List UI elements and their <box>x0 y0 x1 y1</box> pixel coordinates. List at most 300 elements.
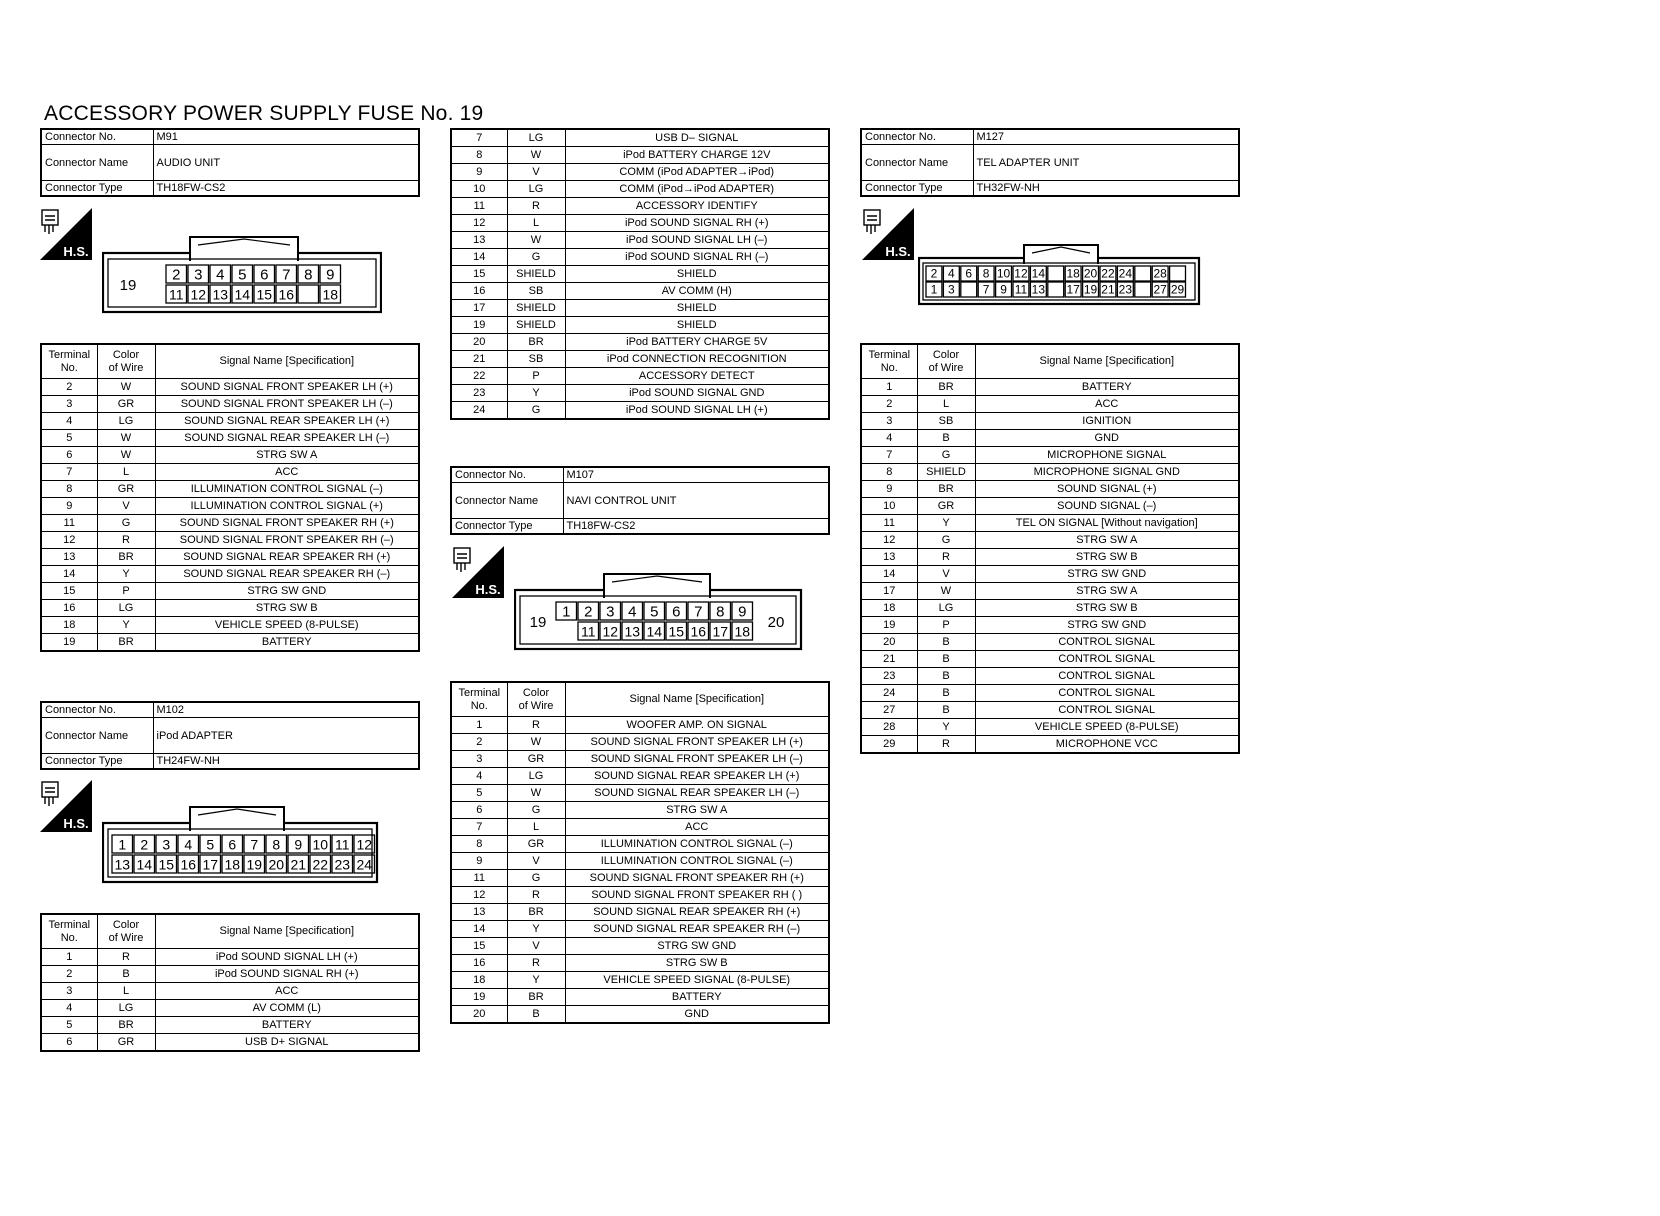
terminal-number: 14 <box>1031 266 1046 281</box>
terminal-number: 3 <box>162 836 171 853</box>
table-row <box>41 634 419 652</box>
table-row <box>861 396 1239 413</box>
wire-color-cell: G <box>917 532 975 549</box>
terminal-number: 3 <box>606 603 615 621</box>
table-row <box>451 955 829 972</box>
table-row <box>451 836 829 853</box>
signal-name-cell: ACCESSORY IDENTIFY <box>565 198 829 215</box>
signal-name-cell: MICROPHONE SIGNAL GND <box>975 464 1239 481</box>
wire-color-cell: G <box>97 515 155 532</box>
wire-color-cell: R <box>507 198 565 215</box>
terminal-no-cell: 2 <box>41 379 97 396</box>
wire-color-cell: LG <box>917 600 975 617</box>
wire-color-cell: W <box>917 583 975 600</box>
signal-name-cell: SOUND SIGNAL (–) <box>975 498 1239 515</box>
wire-color-cell: B <box>917 685 975 702</box>
signal-name-cell: SOUND SIGNAL FRONT SPEAKER RH (+) <box>565 870 829 887</box>
terminal-no-cell: 17 <box>861 583 917 600</box>
terminal-number: 18 <box>322 286 339 303</box>
signal-name-cell: SOUND SIGNAL REAR SPEAKER RH (+) <box>155 549 419 566</box>
terminal-no-cell: 19 <box>451 317 507 334</box>
table-row <box>451 215 829 232</box>
terminal-number: 6 <box>228 836 237 853</box>
terminal-number: 19 <box>529 614 547 631</box>
terminal-no-cell: 13 <box>861 549 917 566</box>
terminal-no-cell: 14 <box>451 921 507 938</box>
terminal-no-cell: 3 <box>451 751 507 768</box>
connector-name-label: Connector Name <box>41 718 153 754</box>
signal-name-cell: STRG SW GND <box>975 566 1239 583</box>
terminal-number: 11 <box>1014 282 1028 297</box>
wire-color-cell: Y <box>97 617 155 634</box>
signal-name-cell: iPod SOUND SIGNAL LH (+) <box>565 402 829 420</box>
wire-color-cell: V <box>507 938 565 955</box>
table-row <box>451 181 829 198</box>
terminal-number: 2 <box>172 266 181 284</box>
wire-color-cell: G <box>507 402 565 420</box>
terminal-number: 16 <box>690 623 707 640</box>
signal-name-cell: IGNITION <box>975 413 1239 430</box>
wire-color-cell: BR <box>97 1017 155 1034</box>
signal-name-cell: SOUND SIGNAL REAR SPEAKER RH (–) <box>565 921 829 938</box>
terminal-no-cell: 3 <box>41 983 97 1000</box>
terminal-number: 6 <box>965 266 973 281</box>
terminal-no-cell: 28 <box>861 719 917 736</box>
signal-name-cell: SOUND SIGNAL FRONT SPEAKER RH (+) <box>155 515 419 532</box>
table-row <box>41 447 419 464</box>
wire-color-cell: SB <box>917 413 975 430</box>
terminal-number: 1 <box>562 603 571 621</box>
terminal-number: 10 <box>312 836 329 853</box>
terminal-no-cell: 6 <box>41 447 97 464</box>
signal-name-cell: STRG SW GND <box>565 938 829 955</box>
signal-name-cell: STRG SW GND <box>975 617 1239 634</box>
signal-table-m91 <box>40 343 420 652</box>
terminal-number: 9 <box>326 266 335 284</box>
wire-color-cell: Y <box>917 719 975 736</box>
terminal-number: 19 <box>246 856 263 873</box>
terminal-no-cell: 11 <box>451 198 507 215</box>
table-row <box>451 249 829 266</box>
terminal-number: 15 <box>668 623 685 640</box>
wire-color-cell: R <box>97 532 155 549</box>
signal-name-cell: ACCESSORY DETECT <box>565 368 829 385</box>
terminal-number: 3 <box>948 282 955 297</box>
wire-color-cell: BR <box>507 989 565 1006</box>
terminal-number: 21 <box>1101 282 1115 297</box>
signal-name-header: Signal Name [Specification] <box>565 682 829 717</box>
table-row <box>41 1000 419 1017</box>
connector-no-value: M91 <box>153 129 419 145</box>
wire-color-cell: W <box>507 785 565 802</box>
connector-face-m91 <box>102 235 382 320</box>
wire-color-cell: BR <box>97 549 155 566</box>
wire-color-cell: R <box>917 549 975 566</box>
table-row <box>861 668 1239 685</box>
terminal-no-cell: 11 <box>451 870 507 887</box>
terminal-number: 8 <box>304 266 313 284</box>
terminal-no-cell: 7 <box>41 464 97 481</box>
table-row <box>861 498 1239 515</box>
table-row <box>451 853 829 870</box>
connector-name-value: AUDIO UNIT <box>153 145 419 181</box>
table-row <box>451 785 829 802</box>
terminal-no-cell: 6 <box>41 1034 97 1052</box>
connector-type-label: Connector Type <box>41 754 153 770</box>
connector-latch <box>190 237 298 261</box>
connector-no-value: M102 <box>153 702 419 718</box>
terminal-number: 14 <box>136 856 153 873</box>
wire-color-cell: Y <box>507 972 565 989</box>
terminal-no-cell: 7 <box>451 819 507 836</box>
table-row <box>861 413 1239 430</box>
terminal-no-cell: 29 <box>861 736 917 754</box>
signal-name-cell: BATTERY <box>155 1017 419 1034</box>
terminal-number: 14 <box>234 286 251 303</box>
signal-name-cell: SOUND SIGNAL FRONT SPEAKER LH (+) <box>155 379 419 396</box>
terminal-no-cell: 1 <box>41 949 97 966</box>
wire-color-cell: R <box>917 736 975 754</box>
wire-color-cell: B <box>917 668 975 685</box>
hs-harness-side-icon <box>452 546 504 598</box>
terminal-number: 2 <box>930 266 938 281</box>
signal-name-cell: STRG SW B <box>565 955 829 972</box>
signal-name-cell: iPod SOUND SIGNAL RH (–) <box>565 249 829 266</box>
terminal-number: 4 <box>948 266 955 281</box>
terminal-no-cell: 4 <box>41 413 97 430</box>
terminal-number: 29 <box>1170 282 1185 297</box>
wire-color-cell: R <box>507 955 565 972</box>
terminal-number: 7 <box>694 603 703 621</box>
table-row <box>861 532 1239 549</box>
terminal-number: 12 <box>1014 266 1028 281</box>
terminal-no-cell: 21 <box>451 351 507 368</box>
signal-name-cell: COMM (iPod ADAPTER→iPod) <box>565 164 829 181</box>
table-row <box>41 481 419 498</box>
table-row <box>451 734 829 751</box>
wire-color-cell: SHIELD <box>917 464 975 481</box>
signal-name-cell: SOUND SIGNAL REAR SPEAKER RH (–) <box>155 566 419 583</box>
signal-name-cell: USB D– SIGNAL <box>565 129 829 147</box>
terminal-no-cell: 5 <box>41 1017 97 1034</box>
wire-color-cell: Y <box>97 566 155 583</box>
signal-name-cell: CONTROL SIGNAL <box>975 702 1239 719</box>
wire-color-cell: Y <box>917 515 975 532</box>
wire-color-cell: LG <box>97 600 155 617</box>
wire-color-cell: B <box>917 651 975 668</box>
signal-name-cell: CONTROL SIGNAL <box>975 651 1239 668</box>
wire-color-cell: B <box>917 634 975 651</box>
terminal-no-cell: 17 <box>451 300 507 317</box>
terminal-number: 9 <box>1000 282 1007 297</box>
table-row <box>451 266 829 283</box>
terminal-no-cell: 6 <box>451 802 507 819</box>
signal-name-cell: COMM (iPod→iPod ADAPTER) <box>565 181 829 198</box>
terminal-no-cell: 12 <box>451 887 507 904</box>
table-row <box>41 498 419 515</box>
terminal-no-cell: 14 <box>41 566 97 583</box>
table-row <box>451 129 829 147</box>
terminal-no-cell: 18 <box>861 600 917 617</box>
table-row <box>451 870 829 887</box>
terminal-number: 20 <box>268 856 285 873</box>
terminal-no-cell: 9 <box>451 853 507 870</box>
wire-color-cell: BR <box>97 634 155 652</box>
terminal-number: 5 <box>206 836 215 853</box>
table-row <box>451 887 829 904</box>
table-row <box>41 379 419 396</box>
table-row <box>451 402 829 420</box>
signal-name-cell: TEL ON SIGNAL [Without navigation] <box>975 515 1239 532</box>
hs-label: H.S. <box>885 244 911 259</box>
connector-no-label: Connector No. <box>41 702 153 718</box>
connector-no-value: M107 <box>563 467 829 483</box>
signal-name-cell: ACC <box>565 819 829 836</box>
color-of-wire-header: Color of Wire <box>917 344 975 379</box>
wire-color-cell: L <box>97 983 155 1000</box>
signal-name-cell: iPod SOUND SIGNAL LH (–) <box>565 232 829 249</box>
wire-color-cell: P <box>917 617 975 634</box>
terminal-no-cell: 16 <box>451 955 507 972</box>
terminal-no-cell: 9 <box>41 498 97 515</box>
wire-color-cell: W <box>97 447 155 464</box>
terminal-number: 13 <box>1031 282 1046 297</box>
terminal-no-header: Terminal No. <box>41 914 97 949</box>
signal-name-cell: SOUND SIGNAL REAR SPEAKER LH (–) <box>565 785 829 802</box>
wire-color-cell: Y <box>507 921 565 938</box>
signal-name-cell: STRG SW GND <box>155 583 419 600</box>
connector-face-m127 <box>918 244 1208 311</box>
wire-color-cell: L <box>97 464 155 481</box>
terminal-number: 4 <box>184 836 193 853</box>
table-row <box>41 949 419 966</box>
terminal-no-cell: 13 <box>451 904 507 921</box>
terminal-number: 8 <box>982 266 990 281</box>
terminal-no-cell: 5 <box>41 430 97 447</box>
terminal-number: 27 <box>1153 282 1167 297</box>
terminal-number: 20 <box>767 614 785 631</box>
terminal-no-cell: 14 <box>861 566 917 583</box>
color-of-wire-header: Color of Wire <box>97 914 155 949</box>
terminal-number: 17 <box>1066 282 1080 297</box>
table-row <box>451 232 829 249</box>
wire-color-cell: SB <box>507 283 565 300</box>
terminal-no-cell: 2 <box>451 734 507 751</box>
connector-name-label: Connector Name <box>861 145 973 181</box>
table-row <box>451 385 829 402</box>
wire-color-cell: W <box>507 232 565 249</box>
connector-name-value: iPod ADAPTER <box>153 718 419 754</box>
wire-color-cell: P <box>97 583 155 600</box>
wire-color-cell: BR <box>507 904 565 921</box>
terminal-no-cell: 19 <box>41 634 97 652</box>
signal-name-cell: STRG SW A <box>155 447 419 464</box>
terminal-no-cell: 12 <box>451 215 507 232</box>
terminal-number: 4 <box>216 266 225 284</box>
terminal-no-cell: 4 <box>861 430 917 447</box>
terminal-number: 12 <box>356 836 373 853</box>
wire-color-cell: LG <box>97 413 155 430</box>
signal-name-cell: ACC <box>155 983 419 1000</box>
terminal-number: 24 <box>1118 266 1133 281</box>
terminal-no-cell: 4 <box>41 1000 97 1017</box>
table-row <box>861 447 1239 464</box>
signal-name-cell: iPod CONNECTION RECOGNITION <box>565 351 829 368</box>
connector-name-value: TEL ADAPTER UNIT <box>973 145 1239 181</box>
table-row <box>451 972 829 989</box>
wire-color-cell: GR <box>97 1034 155 1052</box>
hs-label: H.S. <box>63 244 89 259</box>
signal-name-cell: SOUND SIGNAL FRONT SPEAKER LH (+) <box>565 734 829 751</box>
signal-name-cell: iPod SOUND SIGNAL GND <box>565 385 829 402</box>
wire-color-cell: B <box>97 966 155 983</box>
table-row <box>451 334 829 351</box>
terminal-no-cell: 20 <box>451 1006 507 1024</box>
wire-color-cell: LG <box>507 768 565 785</box>
terminal-number: 28 <box>1153 266 1167 281</box>
table-row <box>861 702 1239 719</box>
signal-name-cell: SOUND SIGNAL FRONT SPEAKER RH ( ) <box>565 887 829 904</box>
wire-color-cell: L <box>917 396 975 413</box>
table-row <box>861 719 1239 736</box>
hs-harness-side-icon <box>40 780 92 832</box>
signal-name-cell: VEHICLE SPEED (8-PULSE) <box>975 719 1239 736</box>
table-row <box>451 164 829 181</box>
signal-name-cell: iPod SOUND SIGNAL RH (+) <box>565 215 829 232</box>
signal-name-cell: MICROPHONE SIGNAL <box>975 447 1239 464</box>
terminal-no-cell: 15 <box>41 583 97 600</box>
table-row <box>451 751 829 768</box>
terminal-number: 9 <box>738 603 747 621</box>
connector-latch <box>190 807 284 831</box>
signal-name-cell: SHIELD <box>565 300 829 317</box>
wire-color-cell: V <box>507 853 565 870</box>
signal-name-cell: ILLUMINATION CONTROL SIGNAL (+) <box>155 498 419 515</box>
terminal-no-cell: 19 <box>861 617 917 634</box>
connector-name-label: Connector Name <box>41 145 153 181</box>
terminal-number: 11 <box>580 623 596 640</box>
table-row <box>861 736 1239 754</box>
signal-table-m102 <box>40 913 420 1052</box>
signal-name-cell: ACC <box>155 464 419 481</box>
table-row <box>861 685 1239 702</box>
terminal-no-cell: 18 <box>41 617 97 634</box>
connector-type-value: TH24FW-NH <box>153 754 419 770</box>
table-row <box>861 549 1239 566</box>
terminal-no-cell: 19 <box>451 989 507 1006</box>
signal-name-cell: SOUND SIGNAL FRONT SPEAKER LH (–) <box>565 751 829 768</box>
terminal-no-cell: 1 <box>451 717 507 734</box>
terminal-number: 7 <box>282 266 291 284</box>
wire-color-cell: SHIELD <box>507 317 565 334</box>
connector-no-label: Connector No. <box>861 129 973 145</box>
terminal-no-cell: 8 <box>451 147 507 164</box>
signal-name-cell: iPod SOUND SIGNAL RH (+) <box>155 966 419 983</box>
signal-name-cell: SOUND SIGNAL REAR SPEAKER LH (+) <box>155 413 419 430</box>
wire-color-cell: G <box>917 447 975 464</box>
signal-name-cell: VEHICLE SPEED SIGNAL (8-PULSE) <box>565 972 829 989</box>
connector-name-label: Connector Name <box>451 483 563 519</box>
signal-name-cell: STRG SW B <box>975 549 1239 566</box>
signal-name-cell: STRG SW A <box>565 802 829 819</box>
wire-color-cell: BR <box>507 334 565 351</box>
table-row <box>451 921 829 938</box>
table-row <box>41 464 419 481</box>
terminal-no-cell: 1 <box>861 379 917 396</box>
signal-name-cell: BATTERY <box>975 379 1239 396</box>
terminal-no-cell: 4 <box>451 768 507 785</box>
terminal-no-cell: 22 <box>451 368 507 385</box>
terminal-number: 10 <box>996 266 1011 281</box>
signal-name-cell: CONTROL SIGNAL <box>975 668 1239 685</box>
wire-color-cell: SB <box>507 351 565 368</box>
table-row <box>451 198 829 215</box>
table-row <box>451 802 829 819</box>
terminal-number: 22 <box>1101 266 1115 281</box>
wire-color-cell: G <box>507 249 565 266</box>
wire-color-cell: LG <box>507 181 565 198</box>
terminal-no-header: Terminal No. <box>861 344 917 379</box>
table-row <box>41 617 419 634</box>
connector-type-label: Connector Type <box>451 519 563 535</box>
signal-name-cell: iPod BATTERY CHARGE 12V <box>565 147 829 164</box>
signal-name-cell: iPod SOUND SIGNAL LH (+) <box>155 949 419 966</box>
terminal-number: 6 <box>260 266 269 284</box>
terminal-no-cell: 8 <box>451 836 507 853</box>
table-row <box>861 617 1239 634</box>
terminal-no-cell: 21 <box>861 651 917 668</box>
connector-no-value: M127 <box>973 129 1239 145</box>
terminal-number: 14 <box>646 623 663 640</box>
terminal-number: 4 <box>628 603 637 621</box>
table-row <box>451 317 829 334</box>
wire-color-cell: G <box>507 802 565 819</box>
terminal-no-header: Terminal No. <box>41 344 97 379</box>
connector-face-m102 <box>102 805 382 890</box>
table-row <box>451 717 829 734</box>
terminal-number: 12 <box>190 286 207 303</box>
terminal-number: 16 <box>278 286 295 303</box>
terminal-number: 3 <box>194 266 203 284</box>
table-row <box>451 819 829 836</box>
wire-color-cell: SHIELD <box>507 266 565 283</box>
signal-table-m127 <box>860 343 1240 754</box>
color-of-wire-header: Color of Wire <box>97 344 155 379</box>
signal-name-cell: BATTERY <box>565 989 829 1006</box>
signal-name-cell: STRG SW A <box>975 532 1239 549</box>
connector-no-label: Connector No. <box>41 129 153 145</box>
terminal-number: 2 <box>584 603 593 621</box>
terminal-no-cell: 5 <box>451 785 507 802</box>
terminal-number: 18 <box>224 856 241 873</box>
table-row <box>861 634 1239 651</box>
table-row <box>41 1017 419 1034</box>
connector-info-m107 <box>450 466 830 535</box>
table-row <box>41 515 419 532</box>
terminal-number: 23 <box>334 856 351 873</box>
wire-color-cell: V <box>507 164 565 181</box>
hs-label: H.S. <box>63 816 89 831</box>
signal-name-cell: SOUND SIGNAL REAR SPEAKER LH (–) <box>155 430 419 447</box>
terminal-no-cell: 20 <box>861 634 917 651</box>
terminal-no-cell: 7 <box>861 447 917 464</box>
terminal-no-cell: 15 <box>451 266 507 283</box>
wire-color-cell: L <box>507 215 565 232</box>
table-row <box>451 938 829 955</box>
connector-type-label: Connector Type <box>41 181 153 197</box>
wire-color-cell: R <box>507 887 565 904</box>
wire-color-cell: BR <box>917 481 975 498</box>
